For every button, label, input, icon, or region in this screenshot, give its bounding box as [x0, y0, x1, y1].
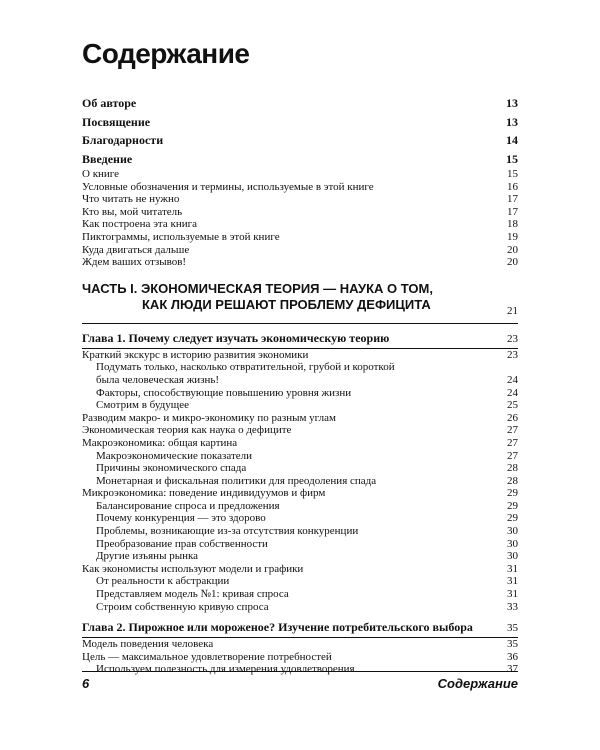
toc-entry-title: Микроэкономика: поведение индивидуумов и фирм	[82, 487, 326, 500]
toc-entry[interactable]	[82, 387, 518, 400]
toc-entry-page: 15	[507, 168, 518, 180]
toc-entry-page: 23	[507, 348, 518, 361]
toc-entry-title: Цель — максимальное удовлетворение потребностей	[82, 650, 332, 663]
toc-entry-page: 17	[507, 205, 518, 218]
toc-part-heading[interactable]	[82, 281, 518, 321]
toc-entry-page: 21	[507, 304, 518, 317]
toc-entry-page: 30	[507, 525, 518, 538]
toc-entry[interactable]	[82, 256, 518, 269]
toc-entry-title: Проблемы, возникающие из-за отсутствия конкуренции	[96, 525, 359, 538]
toc-entry[interactable]	[82, 601, 518, 614]
toc-entry-page: 14	[506, 133, 518, 147]
toc-entry-title: Разводим макро- и микро-экономику по разным углам	[82, 411, 336, 424]
toc-entry-title: Ждем ваших отзывов!	[82, 256, 187, 269]
toc-entry-page: 13	[506, 96, 518, 110]
toc-chapter-heading[interactable]	[82, 330, 518, 346]
toc-chapter-heading[interactable]	[82, 619, 518, 635]
toc-entry-title: Как экономисты используют модели и графики	[82, 562, 304, 575]
footer-section-title: Содержание	[437, 676, 518, 691]
toc-entry-title: Кто вы, мой читатель	[82, 205, 183, 218]
toc-entry-page: 18	[507, 218, 518, 231]
toc-entry[interactable]	[82, 563, 518, 576]
toc-entry-page: 35	[507, 638, 518, 651]
toc-entry-title: Другие изъяны рынка	[96, 550, 199, 563]
toc-entry-page: 13	[506, 114, 518, 129]
toc-entry-page: 31	[507, 562, 518, 575]
toc-entry-page: 25	[507, 399, 518, 412]
toc-entry-page: 20	[507, 256, 518, 269]
toc-entry-acknowledgements[interactable]	[82, 131, 518, 150]
toc-entry[interactable]	[82, 206, 518, 219]
toc-entry-page: 24	[507, 373, 518, 386]
toc-entry-page: 23	[507, 332, 518, 345]
toc-entry-page: 16	[507, 180, 518, 193]
toc-entry-title: Балансирование спроса и предложения	[96, 499, 280, 512]
toc-entry[interactable]	[82, 437, 518, 450]
toc-entry-page: 28	[507, 474, 518, 487]
toc-entry-page: 31	[507, 588, 518, 601]
toc-entry-page: 29	[507, 487, 518, 500]
toc-entry[interactable]	[82, 651, 518, 664]
toc-entry-page: 27	[507, 436, 518, 449]
toc-entry-page: 20	[507, 243, 518, 256]
toc-entry[interactable]	[82, 168, 518, 181]
toc-entry[interactable]	[82, 412, 518, 425]
toc-entry-title: Посвящение	[82, 114, 151, 129]
toc-entry-title: Макроэкономика: общая картина	[82, 436, 238, 449]
toc-entry[interactable]	[82, 475, 518, 488]
toc-entry-page: 27	[507, 449, 518, 462]
part-title-line1: ЧАСТЬ I. ЭКОНОМИЧЕСКАЯ ТЕОРИЯ — НАУКА О ТОМ,	[82, 280, 433, 296]
page-title: Содержание	[82, 38, 250, 69]
toc-entry-title: Что читать не нужно	[82, 193, 180, 206]
toc-entry-title: Почему конкуренция — это здорово	[96, 512, 266, 525]
toc-entry[interactable]	[82, 231, 518, 244]
toc-entry-title: Пиктограммы, используемые в этой книге	[82, 230, 280, 243]
toc-entry[interactable]	[82, 399, 518, 412]
toc-entry-title: Представляем модель №1: кривая спроса	[96, 588, 289, 601]
toc-entry[interactable]	[82, 500, 518, 513]
toc-entry-dedication[interactable]	[82, 113, 518, 132]
toc-entry[interactable]	[82, 588, 518, 601]
toc-entry-title: От реальности к абстракции	[96, 575, 230, 588]
toc-entry-title: была человеческая жизнь!	[96, 373, 220, 386]
toc-entry-title: Введение	[82, 151, 133, 166]
toc-entry-page: 30	[507, 550, 518, 563]
table-of-contents	[82, 94, 518, 676]
toc-entry-page: 29	[507, 499, 518, 512]
toc-entry-title: Подумать только, насколько отвратительной, грубой и короткой	[96, 361, 395, 374]
toc-entry-page: 28	[507, 462, 518, 475]
footer-page-number: 6	[82, 676, 90, 691]
toc-entry-title: Причины экономического спада	[96, 462, 247, 475]
toc-entry-title: Преобразование прав собственности	[96, 537, 268, 550]
toc-entry-page: 33	[507, 600, 518, 613]
toc-entry-title: Краткий экскурс в историю развития экономики	[82, 348, 309, 361]
toc-entry[interactable]	[82, 575, 518, 588]
toc-entry[interactable]	[82, 525, 518, 538]
toc-entry[interactable]	[82, 487, 518, 500]
toc-entry-title: Как построена эта книга	[82, 218, 197, 231]
toc-entry-page: 27	[507, 424, 518, 437]
toc-entry-title: Экономическая теория как наука о дефиците	[82, 424, 292, 437]
toc-entry-title: Модель поведения человека	[82, 638, 214, 651]
toc-entry[interactable]	[82, 450, 518, 463]
toc-entry-title: О книге	[82, 168, 120, 180]
toc-entry-title: Куда двигаться дальше	[82, 243, 190, 256]
toc-entry[interactable]	[82, 349, 518, 362]
toc-entry[interactable]	[82, 374, 518, 387]
toc-entry-page: 26	[507, 411, 518, 424]
toc-entry[interactable]	[82, 638, 518, 651]
toc-entry-title: Строим собственную кривую спроса	[96, 600, 269, 613]
toc-entry[interactable]	[82, 550, 518, 563]
chapter-title: Глава 1. Почему следует изучать экономическую теорию	[82, 330, 390, 345]
toc-entry-page: 36	[507, 650, 518, 663]
toc-entry[interactable]	[82, 361, 518, 374]
part-title-line2: КАК ЛЮДИ РЕШАЮТ ПРОБЛЕМУ ДЕФИЦИТА	[142, 296, 431, 312]
toc-entry[interactable]	[82, 462, 518, 475]
toc-entry-page: 37	[507, 663, 518, 676]
toc-entry-page: 35	[507, 622, 518, 635]
toc-entry-title: Смотрим в будущее	[96, 399, 189, 412]
toc-entry[interactable]	[82, 193, 518, 206]
toc-entry-title: Используем полезность для измерения удовлетворения	[96, 663, 355, 676]
toc-entry[interactable]	[82, 512, 518, 525]
toc-entry-page: 29	[507, 512, 518, 525]
toc-entry-page: 24	[507, 386, 518, 399]
toc-entry[interactable]	[82, 244, 518, 257]
toc-entry[interactable]	[82, 424, 518, 437]
toc-entry-page: 31	[507, 575, 518, 588]
toc-entry[interactable]	[82, 181, 518, 194]
toc-entry[interactable]	[82, 218, 518, 231]
toc-entry-title: Благодарности	[82, 133, 164, 147]
toc-entry-page: 15	[506, 151, 518, 166]
toc-entry[interactable]	[82, 538, 518, 551]
toc-entry-page: 19	[507, 230, 518, 243]
toc-entry-title: Монетарная и фискальная политики для преодоления спада	[96, 474, 377, 487]
footer-divider	[82, 671, 518, 672]
toc-entry-about-author[interactable]	[82, 94, 518, 113]
chapter-title: Глава 2. Пирожное или мороженое? Изучение потребительского выбора	[82, 620, 473, 635]
toc-entry-page: 30	[507, 537, 518, 550]
toc-entry-title: Об авторе	[82, 96, 137, 110]
toc-entry-title: Факторы, способствующие повышению уровня жизни	[96, 386, 352, 399]
toc-entry[interactable]	[82, 663, 518, 676]
toc-entry-title: Условные обозначения и термины, используемые в этой книге	[82, 180, 374, 193]
toc-entry-page: 17	[507, 193, 518, 206]
toc-entry-introduction[interactable]	[82, 150, 518, 169]
toc-entry-title: Макроэкономические показатели	[96, 449, 253, 462]
